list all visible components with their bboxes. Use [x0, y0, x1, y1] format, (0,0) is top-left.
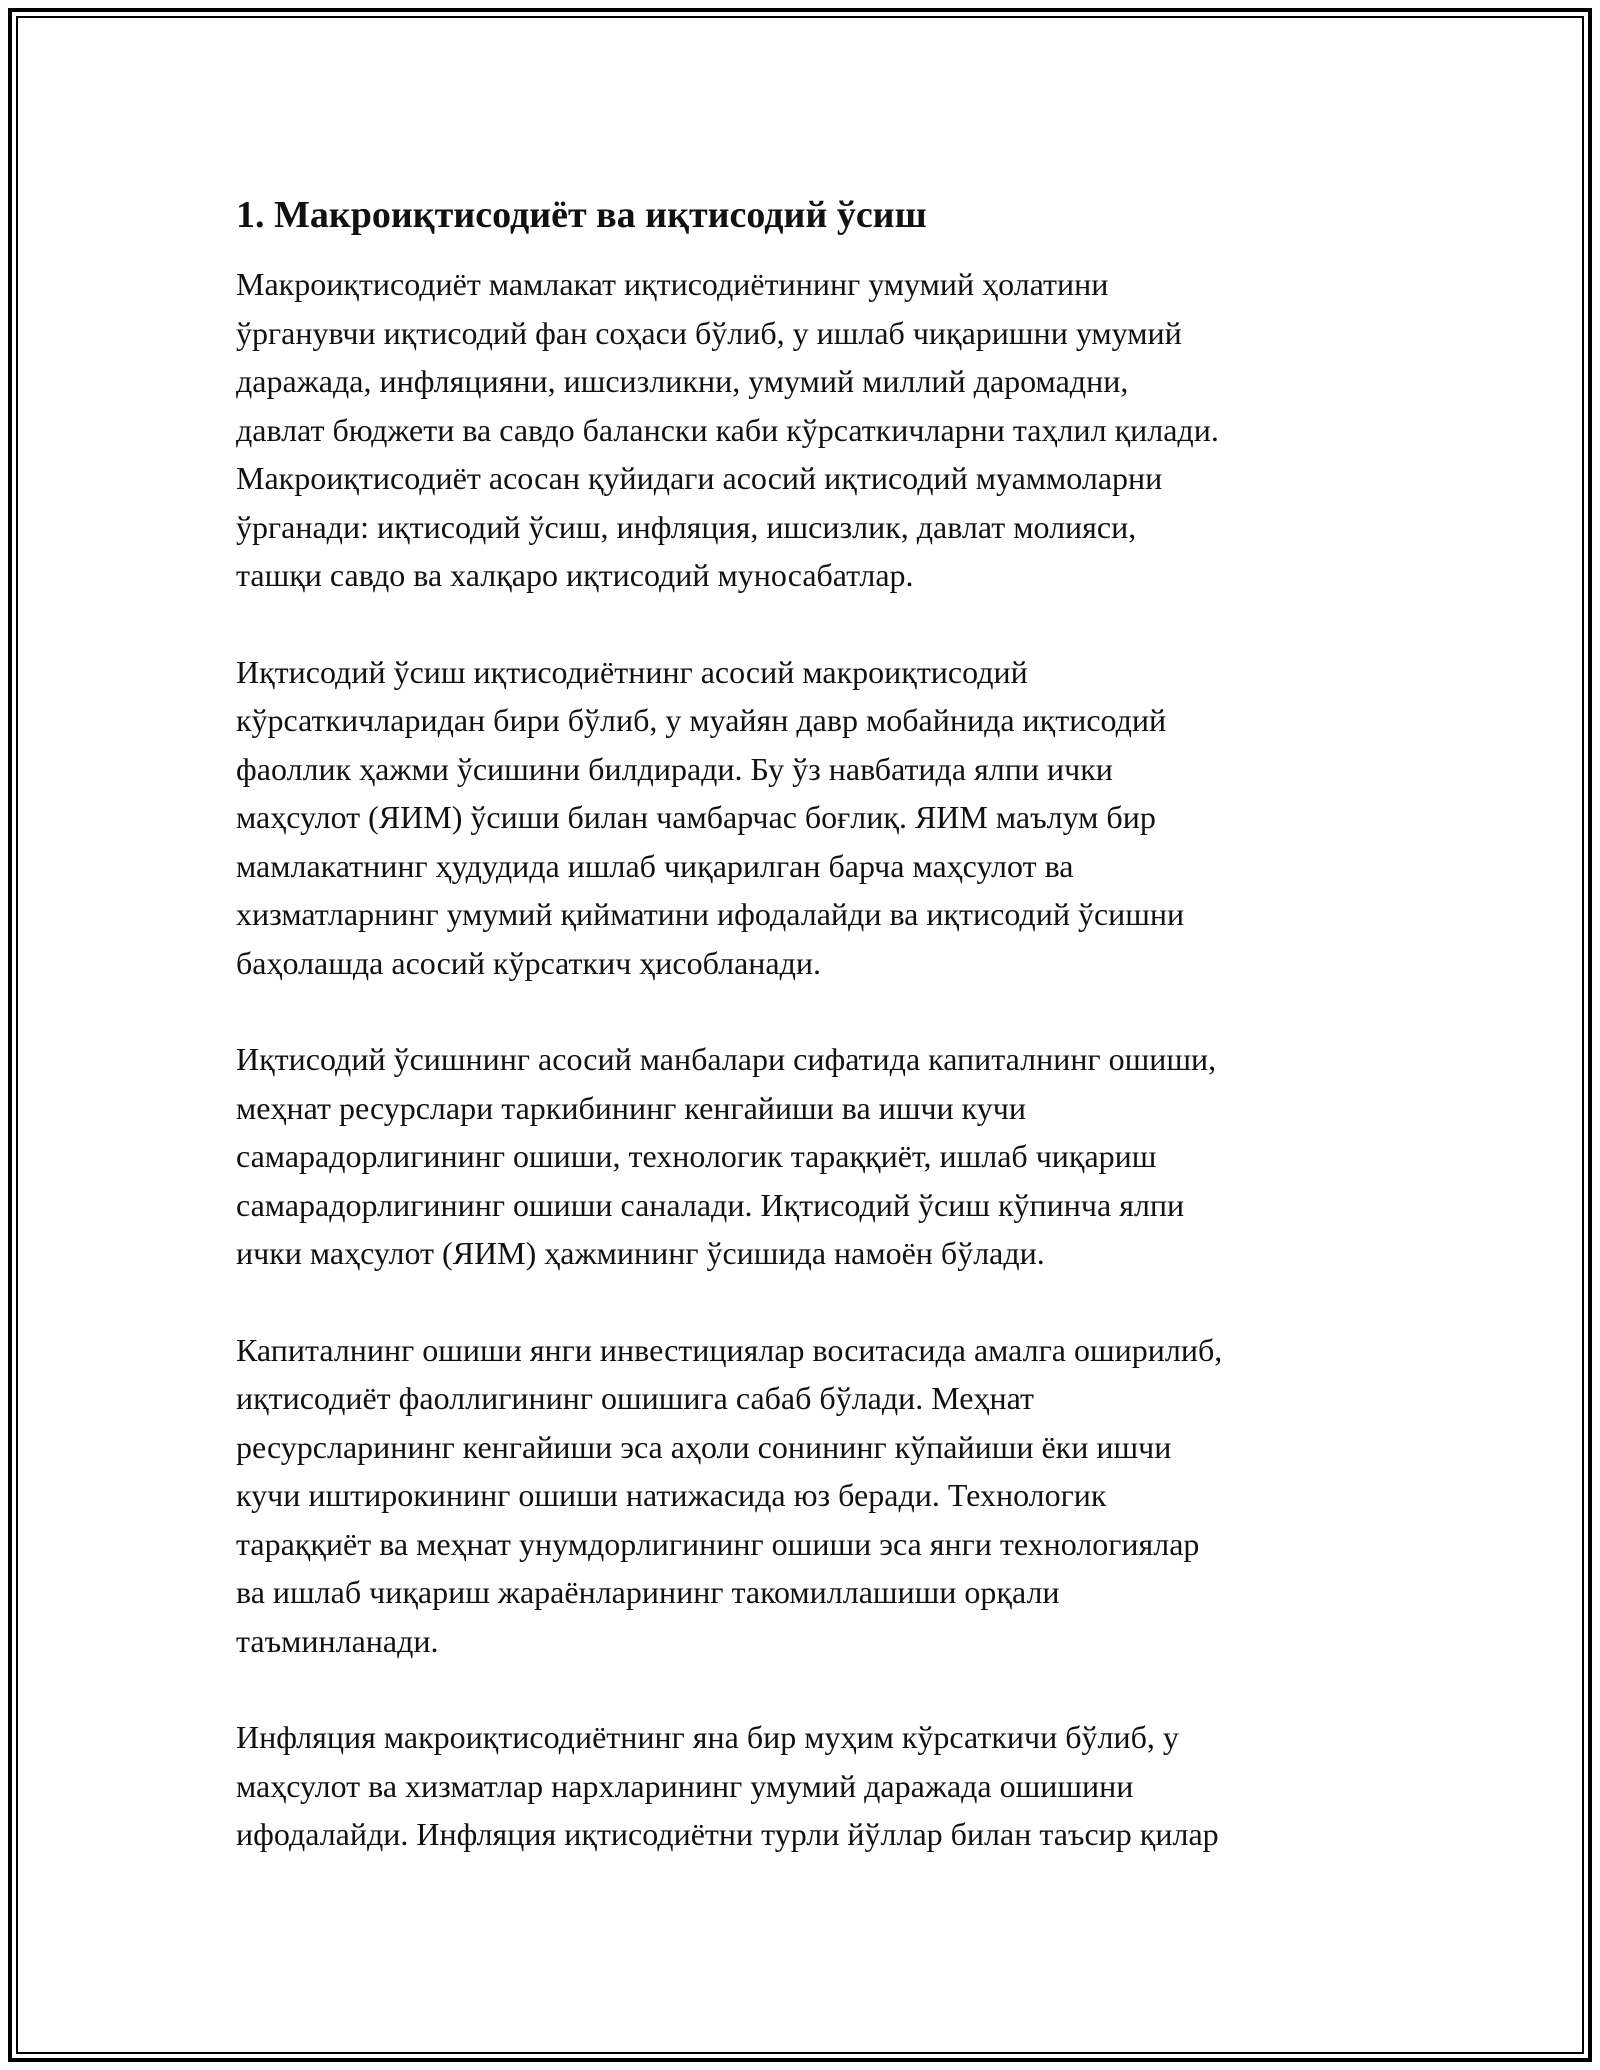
paragraph-economic-growth: Иқтисодий ўсиш иқтисодиётнинг асосий макроиқтисодий кўрсаткичларидан бири бўлиб, у муайян давр мобайнида иқтисодий фаоллик ҳажми ўсишини билдиради. Бу ўз навбатида ялпи ички маҳсулот (ЯИМ) ўсиши билан чамбарчас боғлиқ. ЯИМ маълум бир мамлакатнинг ҳудудида ишлаб чиқарилган барча маҳсулот ва хизматларнинг умумий қийматини ифодалайди ва иқтисодий ўсишни баҳолашда асосий кўрсаткич ҳисобланади.: [236, 653, 1185, 981]
paragraph-growth-sources: Иқтисодий ўсишнинг асосий манбалари сифатида капиталнинг ошиши, меҳнат ресурслари таркибининг кенгайиши ва ишчи кучи самарадорлигининг ошиши, технологик тараққиёт, ишлаб чиқариш самарадорлигининг ошиши саналади. Иқтисодий ўсиш кўпинча ялпи ички маҳсулот (ЯИМ) ҳажмининг ўсишида намоён бўлади.: [236, 1041, 1217, 1271]
paragraph-inflation: Инфляция макроиқтисодиётнинг яна бир муҳим кўрсаткичи бўлиб, у маҳсулот ва хизматлар нархларининг умумий даражада ошишини ифодалайди. Инфляция иқтисодиётни турли йўллар билан таъсир қилар: [236, 1719, 1219, 1852]
section-heading: 1. Макроиқтисодиёт ва иқтисодий ўсиш: [236, 194, 927, 236]
paragraph-capital-labor-technology: Капиталнинг ошиши янги инвестициялар воситасида амалга оширилиб, иқтисодиёт фаоллигининг ошишига сабаб бўлади. Меҳнат ресурсларининг кенгайиши эса аҳоли сонининг кўпайиши ёки ишчи кучи иштирокининг ошиши натижасида юз беради. Технологик тараққиёт ва меҳнат унумдорлигининг ошиши эса янги технологиялар ва ишлаб чиқариш жараёнларининг такомиллашиши орқали таъминланади.: [236, 1331, 1223, 1659]
document-page: [236, 190, 1376, 1907]
paragraph-macroeconomics-definition: Макроиқтисодиёт мамлакат иқтисодиётининг умумий ҳолатини ўрганувчи иқтисодий фан соҳаси бўлиб, у ишлаб чиқаришни умумий даражада, инфляцияни, ишсизликни, умумий миллий даромадни, давлат бюджети ва савдо балански каби кўрсаткичларни таҳлил қилади. Макроиқтисодиёт асосан қуйидаги асосий иқтисодий муаммоларни ўрганади: иқтисодий ўсиш, инфляция, ишсизлик, давлат молияси, ташқи савдо ва халқаро иқтисодий муносабатлар.: [236, 266, 1219, 593]
